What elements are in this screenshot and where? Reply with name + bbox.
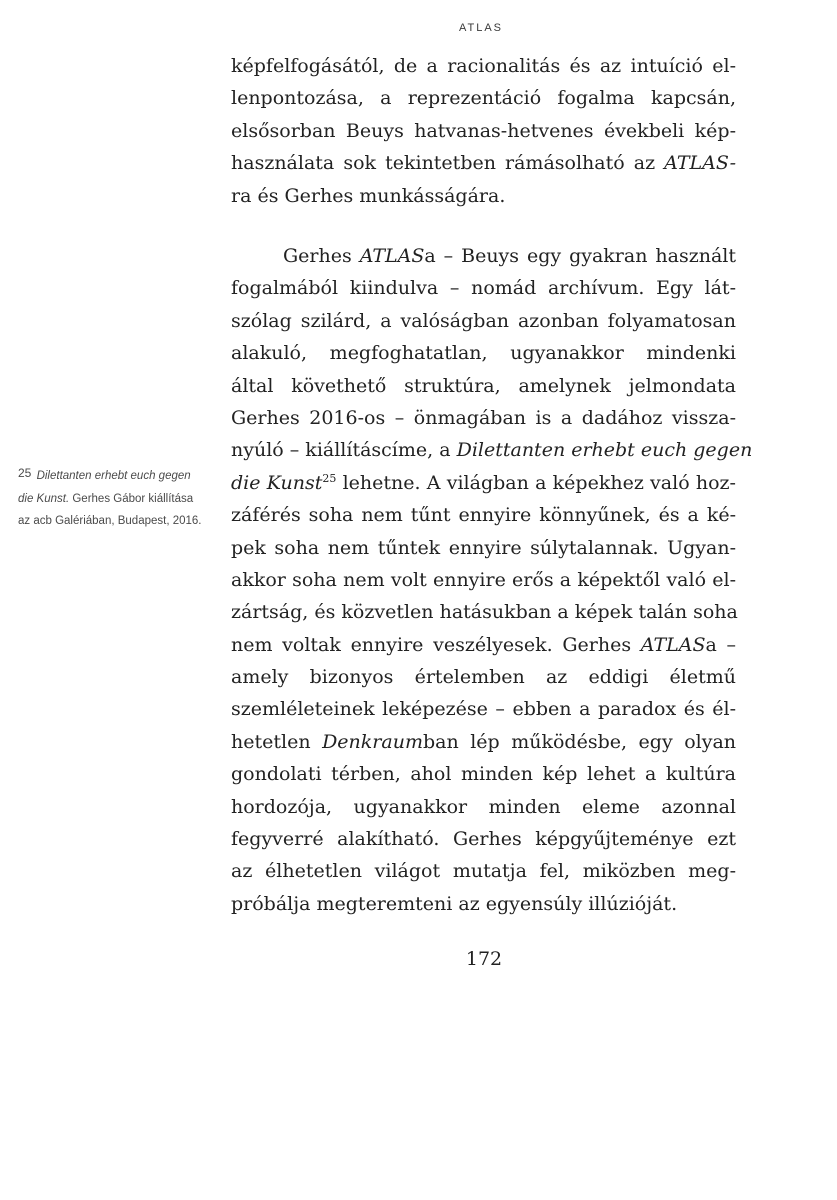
paragraph-2	[231, 240, 753, 920]
text-line: hordozója, ugyanakkor minden eleme azonnal	[231, 795, 736, 818]
text-line: akkor soha nem volt ennyire erős a képektől való el-	[231, 568, 736, 591]
text-line: záférés soha nem tűnt ennyire könnyűnek, és a ké-	[231, 504, 736, 527]
text-line: gondolati térben, ahol minden kép lehet a kultúra	[231, 763, 736, 786]
text-line: zártság, és közvetlen hatásukban a képek talán soha	[231, 601, 738, 624]
text-line: az élhetetlen világot mutatja fel, miközben meg-	[231, 860, 736, 883]
text-line: Gerhes ATLASa – Beuys egy gyakran használt	[283, 245, 736, 267]
text-line: alakuló, megfoghatatlan, ugyanakkor mindenki	[231, 342, 736, 365]
footnote-ref: 25	[322, 471, 337, 485]
text-line: nem voltak ennyire veszélyesek. Gerhes ATLASa –	[231, 633, 736, 656]
text-line: szemléleteinek leképezése – ebben a paradox és él-	[231, 698, 736, 721]
text-line: próbálja megteremteni az egyensúly illúzióját.	[231, 892, 678, 915]
running-head: ATLAS	[458, 22, 504, 34]
text-line: használata sok tekintetben rámásolható az ATLAS-	[231, 152, 736, 175]
paragraph-1	[231, 50, 736, 212]
text-line: lenpontozása, a reprezentáció fogalma kapcsán,	[231, 87, 736, 110]
sidenote-number: 25	[18, 466, 32, 480]
text-line: ra és Gerhes munkásságára.	[231, 184, 506, 207]
italic-atlas: ATLAS-	[664, 152, 736, 175]
page-number: 172	[465, 948, 503, 970]
text-line: képfelfogásától, de a racionalitás és az intuíció el-	[231, 55, 736, 77]
text-line: fogalmából kiindulva – nomád archívum. Egy lát-	[231, 277, 736, 300]
text-line: Gerhes 2016-os – önmagában is a dadához vissza-	[231, 406, 736, 429]
sidenote	[18, 462, 208, 533]
text-line: szólag szilárd, a valóságban azonban folyamatosan	[231, 309, 736, 332]
text-line: die Kunst$^{25}$ lehetne. A világban a képekhez való hoz-	[231, 471, 736, 494]
sidenote-title: Dilettanten erhebt euch gegen die Kunst.	[18, 470, 191, 505]
text-line: által követhető struktúra, amelynek jelmondata	[231, 374, 736, 397]
text-line: fegyverré alakítható. Gerhes képgyűjteménye ezt	[231, 828, 736, 851]
sidenote-text: Gerhes Gábor kiállítása az acb Galériában, Budapest, 2016.	[18, 492, 202, 527]
text-line: nyúló – kiállításcíme, a Dilettanten erhebt euch gegen	[231, 439, 753, 462]
text-line: hetetlen Denkraumban lép működésbe, egy olyan	[231, 730, 737, 753]
text-line: pek soha nem tűntek ennyire súlytalannak. Ugyan-	[231, 536, 736, 559]
text-line: amely bizonyos értelemben az eddigi életmű	[231, 666, 736, 689]
text-line: elsősorban Beuys hatvanas-hetvenes évekbeli kép-	[231, 119, 736, 142]
